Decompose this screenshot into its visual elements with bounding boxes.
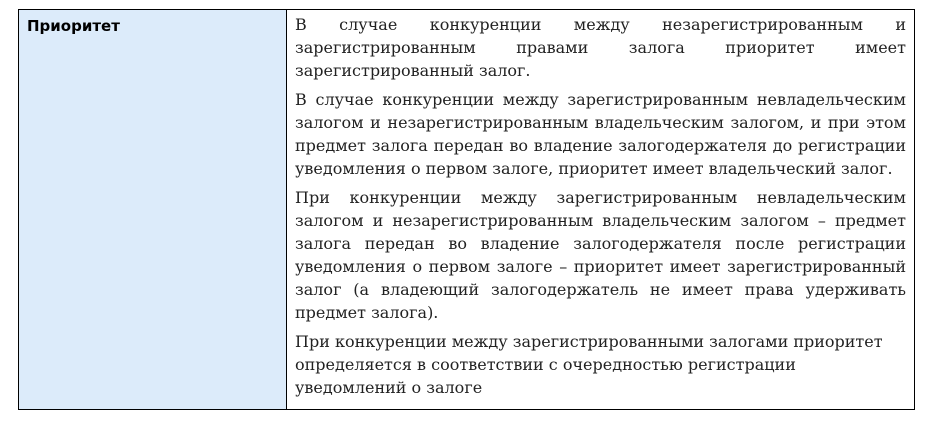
row-label-cell [19, 10, 287, 409]
table [18, 9, 915, 410]
paragraph-1: В случае конкуренции между незарегистрированным и зарегистрированным правами залога приоритет имеет зарегистрированный залог. [295, 15, 906, 80]
row-label: Приоритет [27, 17, 120, 35]
row-content-cell [287, 10, 914, 409]
paragraph-4: При конкуренции между зарегистрированными залогами приоритет определяется в соответствии с очередностью регистрации уведомлений о залоге [295, 332, 883, 397]
paragraph-3: При конкуренции между зарегистрированным невладельческим залогом и незарегистрированным владельческим залогом – предмет залога передан во владение залогодержателя после регистрации уведомления о первом залоге – приоритет имеет зарегистрированный залог (а владеющий залогодержатель не имеет права удерживать предмет залога). [295, 188, 906, 322]
paragraph-2: В случае конкуренции между зарегистрированным невладельческим залогом и незарегистрированным владельческим залогом, и при этом предмет залога передан во владение залогодержателя до регистрации уведомления о первом залоге, приоритет имеет владельческий залог. [295, 90, 906, 178]
